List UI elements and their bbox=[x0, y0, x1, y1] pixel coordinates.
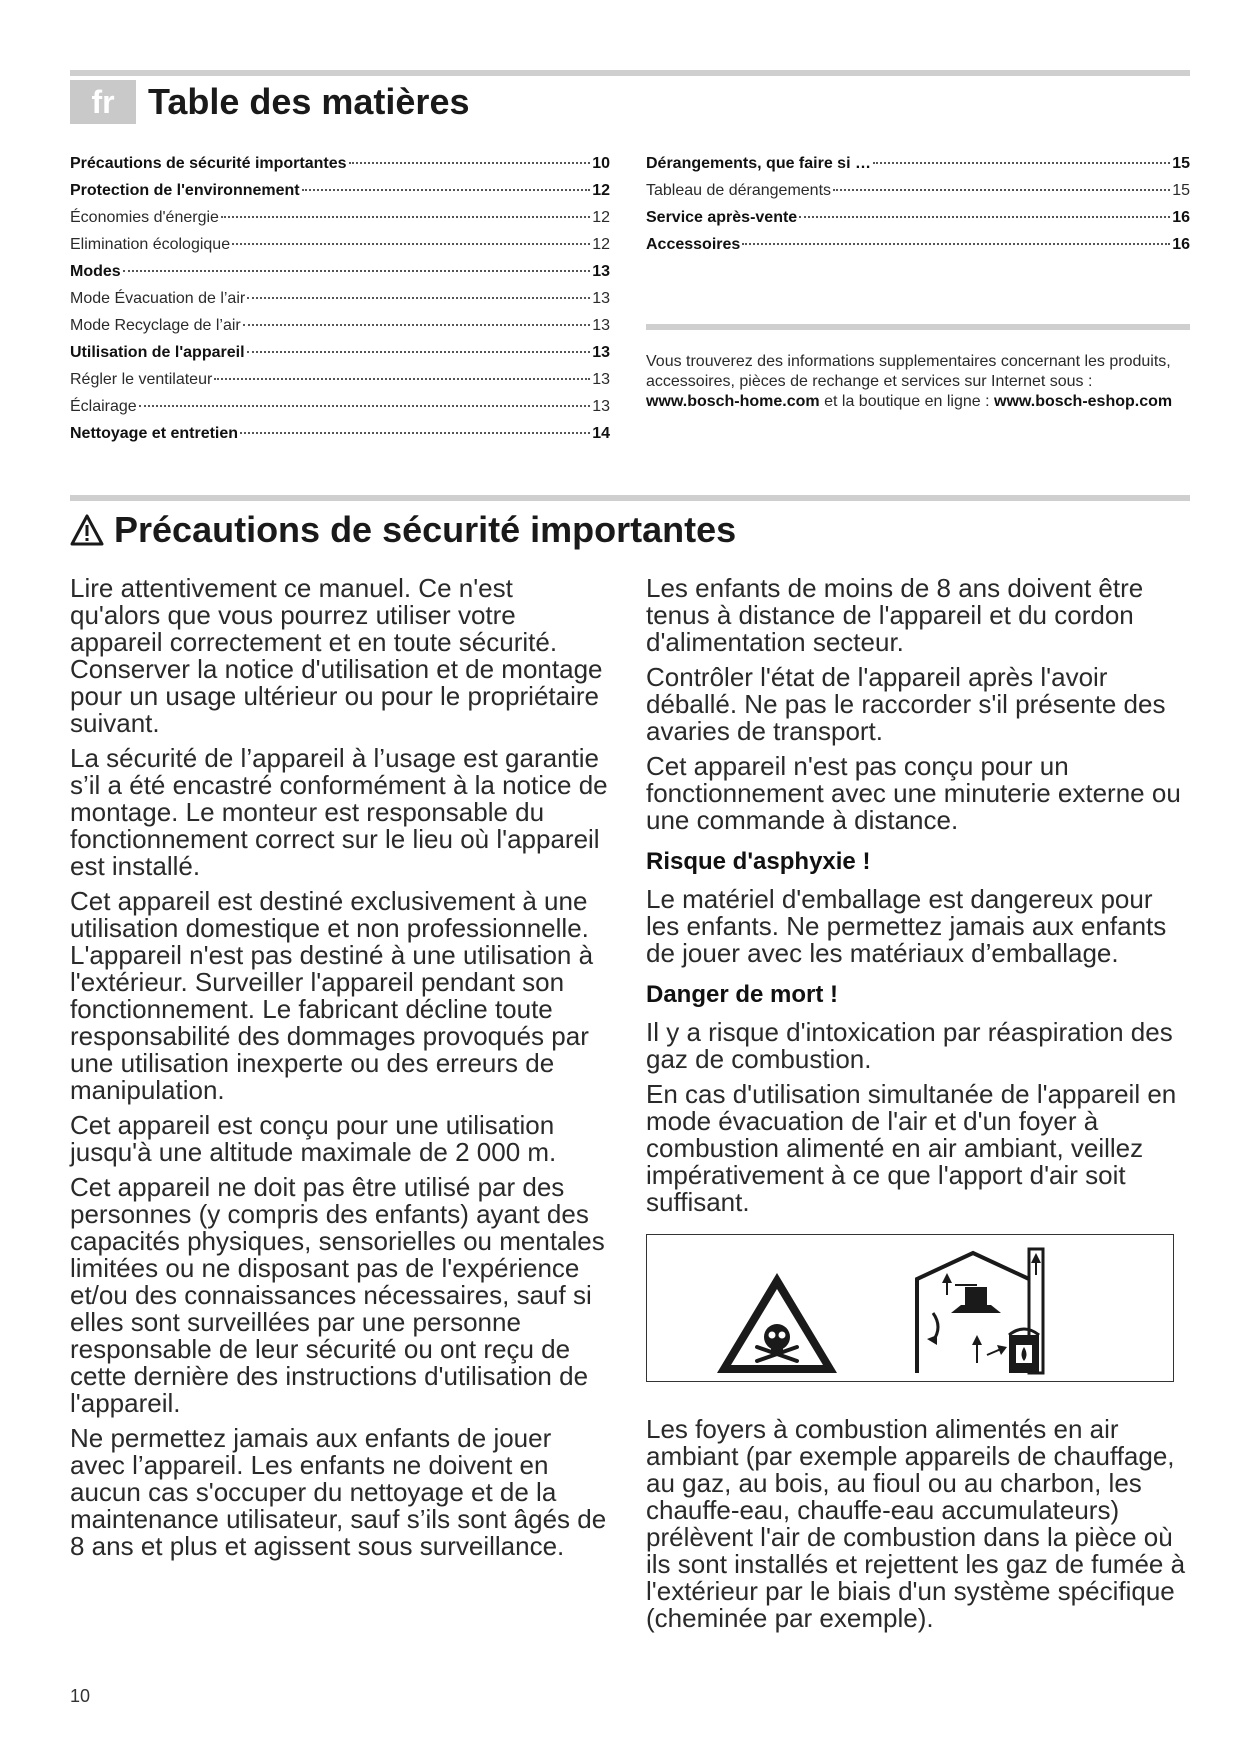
toc-entry[interactable] bbox=[70, 258, 610, 285]
paragraph: La sécurité de l’appareil à l’usage est garantie s’il a été encastré conformément à la notice de montage. Le monteur est responsable du fonctionnement correct sur le lieu où l'appareil est installé. bbox=[70, 743, 608, 881]
toc-entry-page: 13 bbox=[592, 398, 610, 415]
paragraph: Les enfants de moins de 8 ans doivent être tenus à distance de l'appareil et du cordon d'alimentation secteur. bbox=[646, 573, 1144, 657]
right-text-column bbox=[646, 575, 1190, 1640]
toc-entry-title: Mode Recyclage de l’air bbox=[70, 317, 241, 334]
toc-leader-dots bbox=[833, 189, 1170, 191]
toc-leader-dots bbox=[302, 189, 591, 191]
toc-title: Table des matières bbox=[148, 81, 470, 122]
toc-entry-title: Éclairage bbox=[70, 398, 137, 415]
asphyxia-heading: Risque d'asphyxie ! bbox=[646, 848, 871, 875]
toc-entry[interactable] bbox=[70, 312, 610, 339]
toc-leader-dots bbox=[873, 162, 1170, 164]
paragraph: Cet appareil ne doit pas être utilisé par des personnes (y compris des enfants) ayant des capacités physiques, sensorielles ou mentales limitées ou ne disposant pas de l'expérience et/ou des connaissances nécessaires, sauf si elles sont surveillées par une personne responsable de leur sécurité ou ont reçu de cette dernière des instructions d'utilisation de l'appareil. bbox=[70, 1172, 605, 1418]
toc-entry-title: Économies d'énergie bbox=[70, 209, 219, 226]
toc-top-rule bbox=[70, 70, 1190, 76]
toc-entry-title: Elimination écologique bbox=[70, 236, 231, 253]
toc-left-column bbox=[70, 150, 610, 447]
toc-leader-dots bbox=[243, 324, 590, 326]
paragraph: Ne permettez jamais aux enfants de jouer avec l’appareil. Les enfants ne doivent en aucun cas s'occuper du nettoyage et de la maintenance utilisateur, sauf s’ils sont âgés de 8 ans et plus et agissent sous surveillance. bbox=[70, 1423, 607, 1561]
toc-entry-title: Régler le ventilateur bbox=[70, 371, 213, 388]
toc-leader-dots bbox=[221, 216, 590, 218]
toc-entry[interactable] bbox=[70, 339, 610, 366]
paragraph: Lire attentivement ce manuel. Ce n'est qu'alors que vous pourrez utiliser votre appareil correctement et en toute sécurité. Conserver la notice d'utilisation et de montage pour un usage ultérieur ou pour le propriétaire suivant. bbox=[70, 573, 603, 738]
toc-entry-title: Précautions de sécurité importantes bbox=[70, 155, 347, 172]
toc-entry-title: Accessoires bbox=[646, 236, 741, 253]
paragraph: Cet appareil n'est pas conçu pour un fonctionnement avec une minuterie externe ou une commande à distance. bbox=[646, 751, 1181, 835]
toc-entry-page: 14 bbox=[592, 425, 610, 442]
toc-leader-dots bbox=[247, 351, 591, 353]
toc-entry-title: Service après-vente bbox=[646, 209, 798, 226]
left-text-column bbox=[70, 575, 610, 1568]
toc-leader-dots bbox=[139, 405, 591, 407]
toc-entry-page: 13 bbox=[592, 344, 610, 361]
toc-leader-dots bbox=[349, 162, 591, 164]
toc-entry[interactable] bbox=[70, 285, 610, 312]
toc-entry[interactable] bbox=[646, 177, 1190, 204]
paragraph: Cet appareil est conçu pour une utilisation jusqu'à une altitude maximale de 2 000 m. bbox=[70, 1110, 557, 1167]
toc-entry-page: 13 bbox=[592, 371, 610, 388]
toc-entry-page: 15 bbox=[1172, 155, 1190, 172]
toc-entry[interactable] bbox=[70, 204, 610, 231]
toc-leader-dots bbox=[214, 378, 590, 380]
toc-leader-dots bbox=[247, 297, 590, 299]
bosch-eshop-link[interactable]: www.bosch-eshop.com bbox=[994, 393, 1173, 410]
toc-entry-page: 13 bbox=[592, 317, 610, 334]
toc-entry-page: 12 bbox=[592, 209, 610, 226]
toc-entry-page: 15 bbox=[1172, 182, 1190, 199]
toc-right-column bbox=[646, 150, 1190, 258]
info-text bbox=[646, 352, 1190, 412]
toc-leader-dots bbox=[240, 432, 590, 434]
info-text-part-1: Vous trouverez des informations supplementaires concernant les produits, accessoires, pièces de rechange et services sur Internet sous : bbox=[646, 353, 1171, 390]
toc-entry-page: 12 bbox=[592, 182, 610, 199]
toc-leader-dots bbox=[232, 243, 590, 245]
toc-entry-page: 16 bbox=[1172, 209, 1190, 226]
toc-entry[interactable] bbox=[70, 366, 610, 393]
toc-entry[interactable] bbox=[646, 150, 1190, 177]
paragraph: Les foyers à combustion alimentés en air ambiant (par exemple appareils de chauffage, au gaz, au bois, au fioul ou au charbon, les chauffe-eau, chauffe-eau accumulateurs) prélèvent l'air de combustion dans la pièce où ils sont installés et rejettent les gaz de fumée à l'extérieur par le biais d'un système spécifique (cheminée par exemple). bbox=[646, 1414, 1186, 1633]
paragraph: En cas d'utilisation simultanée de l'appareil en mode évacuation de l'air et d'un foyer à combustion alimenté en air ambiant, veillez impérativement à ce que l'apport d'air soit suffisant. bbox=[646, 1079, 1177, 1217]
combustion-warning-illustration bbox=[647, 1235, 1173, 1381]
toc-entry-title: Modes bbox=[70, 263, 121, 280]
toc-entry-page: 13 bbox=[592, 290, 610, 307]
toc-leader-dots bbox=[742, 243, 1170, 245]
toc-entry[interactable] bbox=[70, 231, 610, 258]
language-badge: fr bbox=[70, 80, 136, 124]
toc-entry-title: Tableau de dérangements bbox=[646, 182, 832, 199]
bosch-home-link[interactable]: www.bosch-home.com bbox=[646, 393, 820, 410]
toc-entry[interactable] bbox=[646, 204, 1190, 231]
warning-icon bbox=[70, 514, 104, 546]
combustion-warning-figure bbox=[646, 1234, 1174, 1382]
toc-entry[interactable] bbox=[70, 420, 610, 447]
section-title-text: Précautions de sécurité importantes bbox=[114, 509, 737, 550]
toc-entry-title: Protection de l'environnement bbox=[70, 182, 300, 199]
toc-entry-page: 10 bbox=[592, 155, 610, 172]
toc-entry-title: Nettoyage et entretien bbox=[70, 425, 239, 442]
toc-entry-page: 12 bbox=[592, 236, 610, 253]
info-rule bbox=[646, 324, 1190, 330]
toc-entry[interactable] bbox=[646, 231, 1190, 258]
paragraph: Il y a risque d'intoxication par réaspiration des gaz de combustion. bbox=[646, 1017, 1173, 1074]
paragraph: Le matériel d'emballage est dangereux pour les enfants. Ne permettez jamais aux enfants de jouer avec les matériaux d’emballage. bbox=[646, 884, 1167, 968]
toc-entry[interactable] bbox=[70, 393, 610, 420]
toc-entry[interactable] bbox=[70, 177, 610, 204]
toc-entry[interactable] bbox=[70, 150, 610, 177]
toc-leader-dots bbox=[123, 270, 591, 272]
paragraph: Contrôler l'état de l'appareil après l'avoir déballé. Ne pas le raccorder s'il présente des avaries de transport. bbox=[646, 662, 1166, 746]
hood-icon bbox=[965, 1287, 987, 1305]
paragraph: Cet appareil est destiné exclusivement à une utilisation domestique et non professionnelle. L'appareil n'est pas destiné à une utilisation à l'extérieur. Surveiller l'appareil pendant son fonctionnement. Le fabricant décline toute responsabilité des dommages provoqués par une utilisation inexperte ou des erreurs de manipulation. bbox=[70, 886, 594, 1105]
section-title bbox=[70, 502, 736, 558]
toc-entry-page: 16 bbox=[1172, 236, 1190, 253]
toc-entry-title: Dérangements, que faire si … bbox=[646, 155, 871, 172]
danger-heading: Danger de mort ! bbox=[646, 981, 839, 1008]
info-text-part-2: et la boutique en ligne : bbox=[819, 393, 995, 410]
toc-entry-title: Utilisation de l'appareil bbox=[70, 344, 245, 361]
toc-entry-title: Mode Évacuation de l’air bbox=[70, 290, 246, 307]
section-rule bbox=[70, 495, 1190, 501]
toc-entry-page: 13 bbox=[592, 263, 610, 280]
toc-leader-dots bbox=[799, 216, 1170, 218]
page-number: 10 bbox=[70, 1686, 91, 1706]
